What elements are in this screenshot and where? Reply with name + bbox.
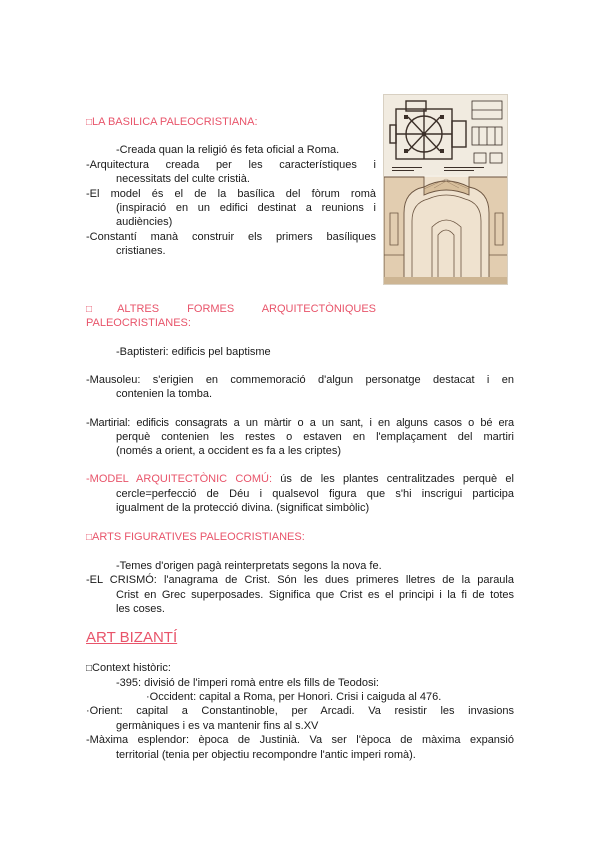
model-arquitectonic-label: -MODEL ARQUITECTÒNIC COMÚ: — [86, 473, 273, 485]
basilica-item-constanti-line1: -Constantí manà construir els primers basíliques — [86, 231, 376, 243]
altres-heading-line1: ALTRES FORMES ARQUITECTÒNIQUES — [117, 303, 376, 315]
basilica-item-model-line2: (inspiració en un edifici destinat a reunions i — [116, 202, 376, 214]
martirial-line2: perquè contenien les restes o estaven en l'emplaçament del martiri — [116, 431, 514, 443]
basilica-illustration — [383, 94, 508, 285]
crismo-line2: Crist en Grec superposades. Significa que Crist es el principi i la fi de totes — [116, 589, 514, 601]
checkbox-bullet-icon: □ — [86, 532, 92, 543]
context-historic-label: Context històric: — [92, 662, 171, 674]
checkbox-bullet-icon: □ — [86, 304, 117, 315]
context-historic-heading — [86, 661, 171, 676]
arts-temes: -Temes d'origen pagà reinterpretats segons la nova fe. — [116, 560, 382, 572]
martirial-line1: -Martirial: edificis consagrats a un màrtir o a un sant, i en alguns casos o bé era — [86, 417, 514, 429]
model-arquitectonic-line2: cercle=perfecció de Déu i qualsevol figura que s'hi inscrigui participa — [116, 488, 514, 500]
altres-heading-line2: PALEOCRISTIANES: — [86, 317, 191, 329]
item-395: -395: divisió de l'imperi romà entre els fills de Teodosi: — [116, 677, 379, 689]
basilica-item-constanti-line2: cristianes. — [116, 245, 166, 257]
checkbox-bullet-icon: □ — [86, 117, 92, 128]
checkbox-bullet-icon: □ — [86, 663, 92, 674]
item-maxima-line2: territorial (tenia per objectiu recompondre l'antic imperi romà). — [116, 749, 416, 761]
item-maxima-line1: -Màxima esplendor: època de Justinià. Va ser l'època de màxima expansió — [86, 734, 514, 746]
model-arquitectonic-line3: igualment de la protecció divina. (significat simbòlic) — [116, 502, 370, 514]
mausoleu-line2: contenien la tomba. — [116, 388, 213, 400]
mausoleu-line1: -Mausoleu: s'erigien en commemoració d'algun personatge destacat i en — [86, 374, 514, 386]
basilica-item-arquitectura-line2: necessitats del culte cristià. — [116, 173, 250, 185]
arts-heading-text: ARTS FIGURATIVES PALEOCRISTIANES: — [92, 531, 305, 543]
basilica-item-religio: -Creada quan la religió és feta oficial a Roma. — [116, 144, 340, 156]
item-occident: ·Occident: capital a Roma, per Honori. Crisi i caiguda al 476. — [146, 691, 442, 703]
item-orient-line1: ·Orient: capital a Constantinoble, per Arcadi. Va resistir les invasions — [86, 705, 514, 717]
crismo-line3: les coses. — [116, 603, 165, 615]
altres-heading — [86, 302, 376, 317]
model-arquitectonic-line1 — [86, 472, 514, 487]
arts-heading — [86, 530, 305, 545]
art-bizanti-title: ART BIZANTÍ — [86, 629, 178, 646]
basilica-heading-text: LA BASILICA PALEOCRISTIANA: — [92, 116, 258, 128]
basilica-item-model-line3: audiències) — [116, 216, 173, 228]
model-arquitectonic-text: ús de les plantes centralitzades perquè el — [272, 473, 514, 485]
basilica-item-arquitectura-line1: -Arquitectura creada per les característiques i — [86, 159, 376, 171]
basilica-item-model-line1: -El model és el de la basílica del fòrum romà — [86, 188, 376, 200]
item-orient-line2: germàniques i es va mantenir fins al s.XV — [116, 720, 319, 732]
martirial-line3: (només a orient, a occident es fa a les criptes) — [116, 445, 341, 457]
basilica-heading — [86, 115, 376, 130]
basilica-plan-and-interior-drawing — [384, 95, 508, 285]
crismo-line1: -EL CRISMÓ: l'anagrama de Crist. Són les dues primeres lletres de la paraula — [86, 574, 514, 586]
baptisteri-item: -Baptisteri: edificis pel baptisme — [116, 346, 271, 358]
